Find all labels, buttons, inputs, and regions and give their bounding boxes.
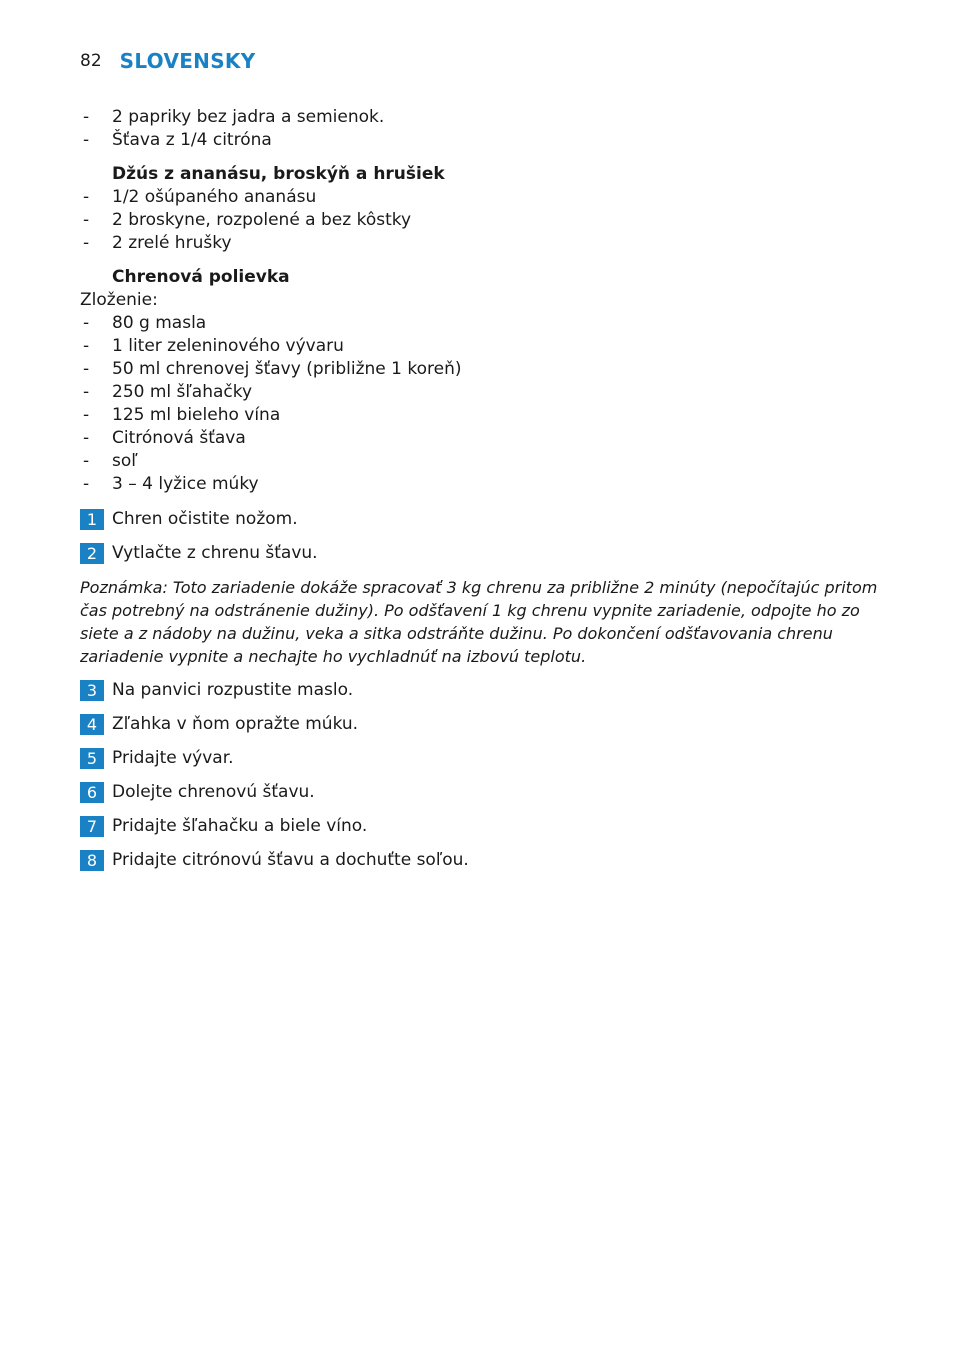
list-item: - 2 broskyne, rozpolené a bez kôstky xyxy=(80,209,900,232)
step-text: Vytlačte z chrenu šťavu. xyxy=(112,543,318,563)
step-text: Chren očistite nožom. xyxy=(112,509,298,529)
page-number: 82 xyxy=(80,51,102,71)
list-item: - 3 – 4 lyžice múky xyxy=(80,473,900,496)
list-item: - 2 zrelé hrušky xyxy=(80,232,900,255)
step-number-badge: 7 xyxy=(80,816,104,837)
step-text: Na panvici rozpustite maslo. xyxy=(112,680,354,700)
step-5 xyxy=(80,747,900,770)
list-item: - 50 ml chrenovej šťavy (približne 1 koreň) xyxy=(80,358,900,381)
step-8 xyxy=(80,849,900,872)
step-number-badge: 4 xyxy=(80,714,104,735)
step-text: Pridajte citrónovú šťavu a dochuťte soľou. xyxy=(112,850,469,870)
step-2 xyxy=(80,542,900,565)
step-3 xyxy=(80,679,900,702)
list-item: - Šťava z 1/4 citróna xyxy=(80,129,900,152)
step-number-badge: 2 xyxy=(80,543,104,564)
step-1 xyxy=(80,508,900,531)
list-item: - 125 ml bieleho vína xyxy=(80,404,900,427)
list-item: - soľ xyxy=(80,450,900,473)
ingredient-list-previous xyxy=(80,106,900,152)
ingredient-list-soup xyxy=(80,312,900,496)
steps-group-a xyxy=(80,508,900,565)
step-number-badge: 5 xyxy=(80,748,104,769)
step-4 xyxy=(80,713,900,736)
list-item: - 1/2 ošúpaného ananásu xyxy=(80,186,900,209)
step-text: Dolejte chrenovú šťavu. xyxy=(112,782,315,802)
page-content xyxy=(80,106,900,872)
note-paragraph: Poznámka: Toto zariadenie dokáže spracovať 3 kg chrenu za približne 2 minúty (nepočítajúc pritom čas potrebný na odstránenie dužiny). Po odšťavení 1 kg chrenu vypnite zariadenie, odpojte ho zo siete a z nádoby na dužinu, veka a sitka odstráňte dužinu. Po dokončení odšťavovania chrenu zariadenie vypnite a nechajte ho vychladnúť na izbovú teplotu. xyxy=(80,578,878,666)
step-text: Zľahka v ňom opražte múku. xyxy=(112,714,359,734)
step-number-badge: 1 xyxy=(80,509,104,530)
recipe-title-juice: Džús z ananásu, broskýň a hrušiek xyxy=(112,164,445,184)
ingredients-label: Zloženie: xyxy=(80,290,158,310)
step-number-badge: 8 xyxy=(80,850,104,871)
step-number-badge: 3 xyxy=(80,680,104,701)
list-item: - 80 g masla xyxy=(80,312,900,335)
steps-group-b xyxy=(80,679,900,872)
step-7 xyxy=(80,815,900,838)
ingredient-list-juice xyxy=(80,186,900,255)
page-header xyxy=(80,47,256,75)
recipe-title-soup: Chrenová polievka xyxy=(112,267,290,287)
step-6 xyxy=(80,781,900,804)
step-text: Pridajte vývar. xyxy=(112,748,234,768)
list-item: - 2 papriky bez jadra a semienok. xyxy=(80,106,900,129)
section-language-title: SLOVENSKY xyxy=(119,49,256,73)
list-item: - 250 ml šľahačky xyxy=(80,381,900,404)
list-item: - 1 liter zeleninového vývaru xyxy=(80,335,900,358)
step-number-badge: 6 xyxy=(80,782,104,803)
step-text: Pridajte šľahačku a biele víno. xyxy=(112,816,368,836)
list-item: - Citrónová šťava xyxy=(80,427,900,450)
